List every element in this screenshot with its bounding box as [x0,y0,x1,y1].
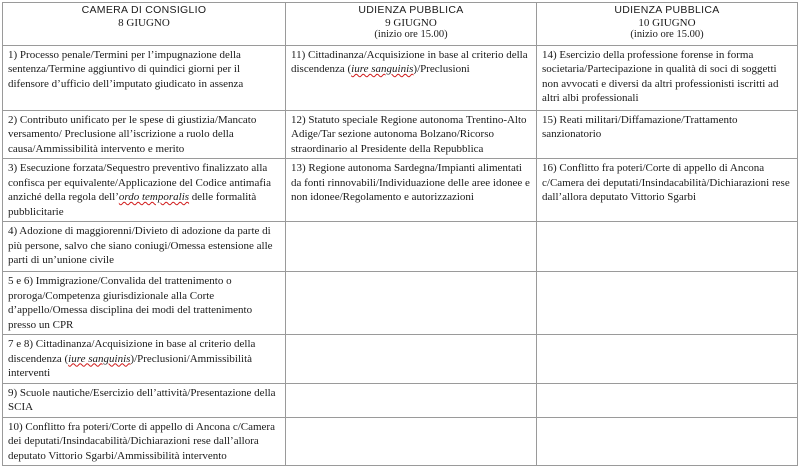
table-row [3,417,798,466]
latin-term: iure sanguinis [351,63,414,75]
header-title: UDIENZA PUBBLICA [358,4,464,16]
table-row [3,335,798,384]
header-camera [3,3,286,46]
udienza10-item-14: 14) Esercizio della professione forense in forma societaria/Partecipazione in qualità di soci di soggetti non avvocati e diversi da altri professionisti iscritti ad altri albi professionali [537,45,798,110]
header-title: CAMERA DI CONSIGLIO [81,4,207,16]
udienza10-item-15: 15) Reati militari/Diffamazione/Trattamento sanzionatorio [537,110,798,159]
table-row [3,45,798,110]
header-row [3,3,798,46]
table-row [3,383,798,417]
camera-item-9: 9) Scuole nautiche/Esercizio dell’attività/Presentazione della SCIA [3,383,286,417]
table-row [3,110,798,159]
table-row [3,222,798,272]
empty-cell [286,272,537,335]
empty-cell [286,335,537,384]
empty-cell [286,222,537,272]
udienza9-item-11: 11) Cittadinanza/Acquisizione in base al criterio della discendenza (iure sanguinis)/Preclusioni [286,45,537,110]
camera-item-1: 1) Processo penale/Termini per l’impugnazione della sentenza/Termine aggiuntivo di quindici giorni per il difensore d’ufficio dell’imputato giudicato in assenza [3,45,286,110]
header-date: 9 GIUGNO [385,16,437,29]
empty-cell [537,335,798,384]
header-udienza-9 [286,3,537,46]
header-title: UDIENZA PUBBLICA [614,4,720,16]
empty-cell [537,222,798,272]
camera-item-3: 3) Esecuzione forzata/Sequestro preventivo finalizzato alla confisca per equivalente/Applicazione del Codice antimafia anziché della regola dell’ordo temporalis delle formalità pubblicitarie [3,159,286,222]
header-udienza-10 [537,3,798,46]
udienza9-item-12: 12) Statuto speciale Regione autonoma Trentino-Alto Adige/Tar sezione autonoma Bolzano/Ricorso straordinario al Presidente della Repubblica [286,110,537,159]
header-note: (inizio ore 15.00) [630,29,704,40]
schedule-table [2,2,798,466]
empty-cell [286,383,537,417]
empty-cell [537,417,798,466]
latin-term: iure sanguinis [68,352,131,365]
empty-cell [537,272,798,335]
latin-term: ordo temporalis [118,191,190,203]
table-row [3,272,798,335]
empty-cell [537,383,798,417]
table-row [3,159,798,222]
empty-cell [286,417,537,466]
camera-item-5-6: 5 e 6) Immigrazione/Convalida del trattenimento o proroga/Competenza giurisdizionale alla Corte d’appello/Omessa disciplina dei modi del trattenimento presso un CPR [3,272,286,335]
udienza9-item-13: 13) Regione autonoma Sardegna/Impianti alimentati da fonti rinnovabili/Individuazione delle aree idonee e non idonee/Regolamento e autorizzazioni [286,159,537,222]
header-date: 10 GIUGNO [638,16,696,29]
camera-item-4: 4) Adozione di maggiorenni/Divieto di adozione da parte di più persone, salvo che siano coniugi/Omessa estensione alle parti di un’unione civile [3,222,286,272]
header-note: (inizio ore 15.00) [374,29,448,40]
header-date: 8 GIUGNO [118,16,170,29]
camera-item-10: 10) Conflitto fra poteri/Corte di appello di Ancona c/Camera dei deputati/Insindacabilità/Dichiarazioni rese dall’allora deputato Vittorio Sgarbi/Ammissibilità intervento [3,417,286,466]
camera-item-7-8: 7 e 8) Cittadinanza/Acquisizione in base al criterio della discendenza (iure sanguinis)/Preclusioni/Ammissibilità interventi [3,335,286,384]
udienza10-item-16: 16) Conflitto fra poteri/Corte di appello di Ancona c/Camera dei deputati/Insindacabilità/Dichiarazioni rese dall’allora deputato Vittorio Sgarbi [537,159,798,222]
camera-item-2: 2) Contributo unificato per le spese di giustizia/Mancato versamento/ Preclusione all’iscrizione a ruolo della causa/Ammissibilità intervento e merito [3,110,286,159]
